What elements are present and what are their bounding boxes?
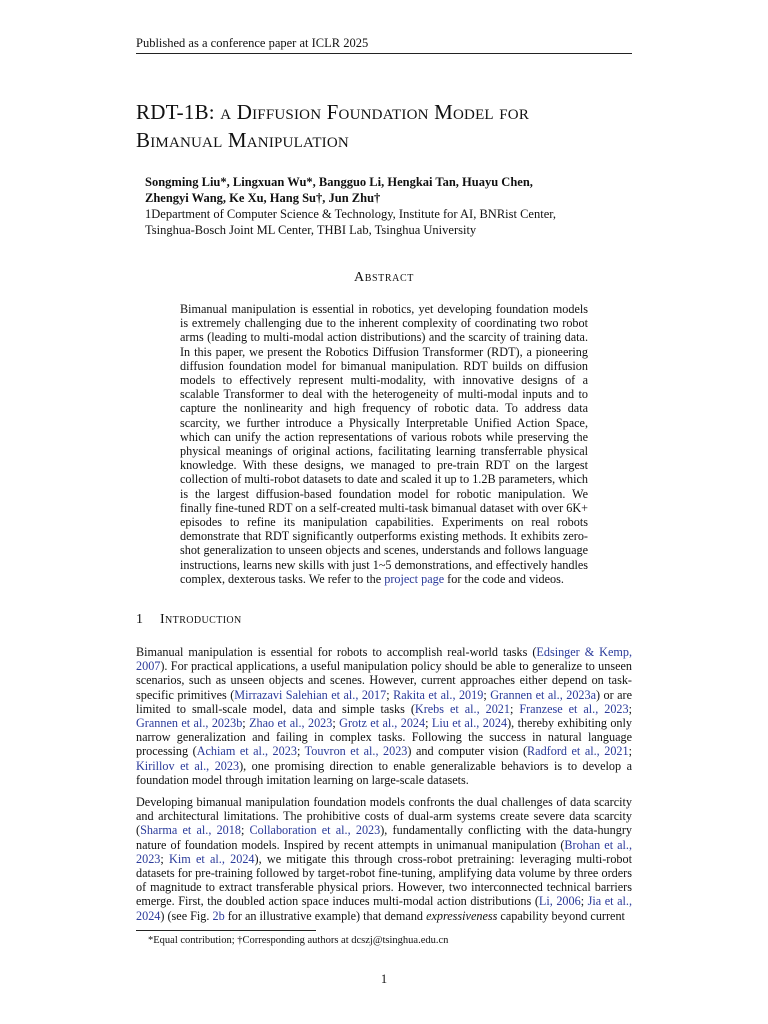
author-block — [145, 174, 645, 238]
paragraph-text: ; — [509, 701, 520, 716]
paragraph-text: ; — [425, 716, 432, 731]
paragraph-text: ; — [483, 687, 491, 702]
abstract-body — [180, 302, 588, 586]
paragraph-text: ), one promising direction to enable generalizable behaviors is to develop a foundation model through imitation learning on large-scale datasets. — [136, 758, 632, 787]
paragraph-text: Bimanual manipulation is essential for robots to accomplish real-world tasks ( — [136, 645, 537, 659]
page-number: 1 — [380, 972, 388, 986]
citation-link[interactable]: Grannen et al., 2023b — [136, 716, 243, 731]
section-heading-introduction — [136, 612, 632, 628]
citation-link[interactable]: Jia et al., 2024 — [136, 894, 632, 923]
citation-link[interactable]: Li, 2006 — [538, 894, 581, 909]
paragraph-text: ). For practical applications, a useful manipulation policy should be able to generalize to unseen scenarios, such as unseen objects and scenes. However, current approaches either depend on task-specific primitives ( — [136, 659, 632, 702]
citation-link[interactable]: Sharma et al., 2018 — [140, 823, 241, 838]
citation-link[interactable]: Achiam et al., 2023 — [196, 744, 297, 759]
paragraph-text: Developing bimanual manipulation foundation models confronts the dual challenges of data scarcity and architectural limitations. The prohibitive costs of dual-arm systems create severe data scarcity ( — [136, 795, 632, 838]
citation-link[interactable]: Radford et al., 2021 — [527, 744, 629, 759]
paragraph-text: for an illustrative example) that demand — [224, 908, 427, 923]
abstract-heading: Abstract — [354, 270, 414, 285]
title-prefix: RDT-1B: — [136, 100, 221, 124]
paragraph-text: ) (see Fig. — [160, 908, 213, 923]
citation-link[interactable]: Grannen et al., 2023a — [490, 687, 597, 702]
paragraph-text: ; — [580, 894, 588, 909]
paragraph-text: ; — [242, 716, 250, 731]
citation-link[interactable]: Liu et al., 2024 — [431, 716, 508, 731]
intro-paragraph-1 — [136, 645, 632, 787]
paragraph-text: ; — [628, 701, 633, 716]
footnote: *Equal contribution; †Corresponding authors at dcszj@tsinghua.edu.cn — [148, 935, 449, 946]
citation-link[interactable]: Touvron et al., 2023 — [304, 744, 408, 759]
running-header: Published as a conference paper at ICLR 2025 — [136, 36, 632, 54]
paragraph-text: ; — [240, 823, 250, 838]
citation-link[interactable]: Collaboration et al., 2023 — [249, 823, 381, 838]
citation-link[interactable]: Kim et al., 2024 — [169, 851, 255, 866]
abstract-tail: for the code and videos. — [444, 571, 564, 586]
emphasis-text: expressiveness — [426, 908, 498, 923]
paragraph-text: ) and computer vision ( — [407, 744, 528, 759]
paragraph-text: capability beyond current — [497, 908, 625, 923]
affiliation-line-2: Tsinghua-Bosch Joint ML Center, THBI Lab, Tsinghua University — [145, 223, 477, 237]
section-number: 1 — [136, 612, 144, 627]
citation-link[interactable]: Brohan et al., 2023 — [136, 837, 632, 866]
citation-link[interactable]: Mirrazavi Salehian et al., 2017 — [234, 687, 387, 702]
citation-link[interactable]: Kirillov et al., 2023 — [136, 758, 240, 773]
footnote-rule — [136, 930, 316, 931]
author-line-1: Songming Liu*, Lingxuan Wu*, Bangguo Li, Hengkai Tan, Huayu Chen, — [145, 175, 533, 189]
citation-link[interactable]: Zhao et al., 2023 — [249, 716, 333, 731]
citation-link[interactable]: Grotz et al., 2024 — [339, 716, 426, 731]
project-page-link[interactable]: project page — [384, 571, 445, 586]
citation-link[interactable]: Edsinger & Kemp, 2007 — [136, 645, 632, 674]
paper-title — [136, 98, 656, 154]
title-line2: Bimanual Manipulation — [136, 128, 349, 152]
paragraph-text: ), we mitigate this through cross-robot pretraining: leveraging multi-robot datasets for pre-training followed by target-robot fine-tuning, amplifying data volume by three orders of magnitude to extract transferable physical priors. However, two interconnected technical barriers emerge. First, the doubled action space induces multi-modal action distributions ( — [136, 851, 632, 909]
citation-link[interactable]: Franzese et al., 2023 — [519, 701, 629, 716]
paragraph-text: ), thereby exhibiting only narrow generalization and failing in complex tasks. Following the success in natural language processing ( — [136, 716, 632, 759]
paragraph-text: ; — [386, 687, 394, 702]
paragraph-text: ; — [628, 744, 633, 759]
paragraph-text: ; — [296, 744, 305, 759]
abstract-text: Bimanual manipulation is essential in robotics, yet developing foundation models is extremely challenging due to the inherent complexity of coordinating two robot arms (leading to multi-modal action distributions) and the scarcity of training data. In this paper, we present the Robotics Diffusion Transformer (RDT), a pioneering diffusion foundation model for bimanual manipulation. RDT builds on diffusion models to effectively represent multi-modality, with innovative designs of a scalable Transformer to deal with the heterogeneity of multi-modal inputs and to capture the nonlinearity and high frequency of robotic data. To address data scarcity, we further introduce a Physically Interpretable Unified Action Space, which can unify the action representations of various robots while preserving the physical meanings of original actions, facilitating learning transferrable physical knowledge. With these designs, we managed to pre-train RDT on the largest collection of multi-robot datasets to date and scaled it up to 1.2B parameters, which is the largest diffusion-based foundation model for robotic manipulation. We finally fine-tuned RDT on a self-created multi-task bimanual dataset with over 6K+ episodes to refine its manipulation capabilities. Experiments on real robots demonstrate that RDT significantly outperforms existing methods. It exhibits zero-shot generalization to unseen objects and scenes, understands and follows language instructions, learns new skills with just 1~5 demonstrations, and effectively handles complex, dexterous tasks. We refer to the — [180, 302, 588, 586]
citation-link[interactable]: 2b — [212, 908, 225, 923]
paragraph-text: ), fundamentally conflicting with the data-hungry nature of foundation models. Inspired by recent attempts in unimanual manipulation ( — [136, 823, 632, 852]
citation-link[interactable]: Krebs et al., 2021 — [414, 701, 510, 716]
title-line1-rest: a Diffusion Foundation Model for — [220, 100, 530, 124]
paragraph-text: ) or are limited to small-scale model, data and simple tasks ( — [136, 687, 633, 716]
author-line-2: Zhengyi Wang, Ke Xu, Hang Su†, Jun Zhu† — [145, 191, 381, 205]
paragraph-text: ; — [332, 716, 340, 731]
citation-link[interactable]: Rakita et al., 2019 — [393, 687, 484, 702]
section-title: Introduction — [160, 612, 242, 627]
paragraph-text: ; — [160, 851, 170, 866]
intro-paragraph-2 — [136, 795, 632, 923]
affiliation-line-1: 1Department of Computer Science & Technology, Institute for AI, BNRist Center, — [145, 207, 557, 221]
